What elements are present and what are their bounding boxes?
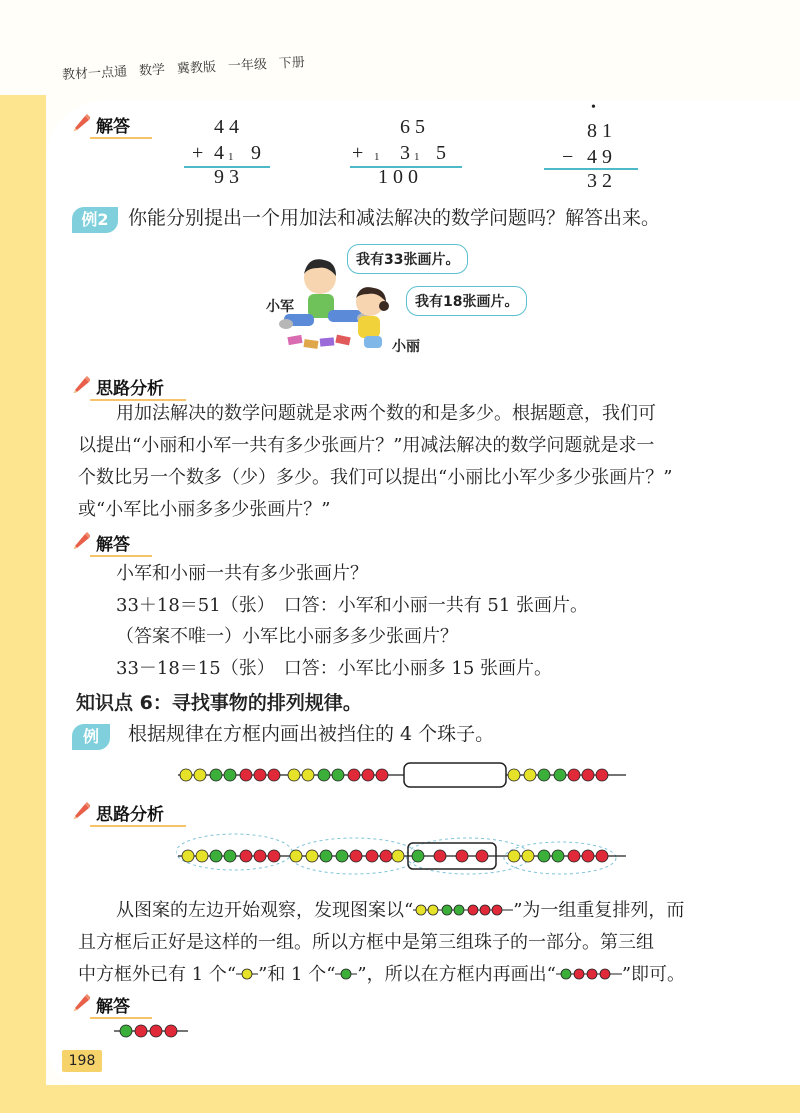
red-bead <box>348 769 360 781</box>
add1-bottom-b: 9 <box>251 142 261 164</box>
red-bead <box>254 850 266 862</box>
red-bead <box>434 850 446 862</box>
example-badge: 例 <box>72 724 110 750</box>
example-analysis-line-1 <box>116 895 684 927</box>
example2-question: 你能分别提出一个用加法和减法解决的数学问题吗？解答出来。 <box>128 207 661 229</box>
red-bead <box>254 769 266 781</box>
add2-bottom-a: 3 <box>400 142 410 164</box>
green-bead <box>336 850 348 862</box>
green-bead <box>554 769 566 781</box>
green-bead <box>224 769 236 781</box>
yellow-bead <box>302 769 314 781</box>
answer2-line-2: 33＋18＝51（张） 口答：小军和小丽一共有 51 张画片。 <box>116 595 589 616</box>
red-bead <box>240 850 252 862</box>
green-bead <box>552 850 564 862</box>
green-bead <box>538 850 550 862</box>
add2-carry2: 1 <box>414 151 420 163</box>
text-seg: 从图案的左边开始观察，发现图案以“ <box>116 900 414 921</box>
green-bead <box>412 850 424 862</box>
text-seg: ”和 1 个“ <box>258 964 336 985</box>
sub-top: 8 1 <box>587 120 612 142</box>
answer-label: 解答 <box>96 535 130 555</box>
hidden-beads-box <box>404 763 506 787</box>
yellow-bead <box>522 850 534 862</box>
text-seg: ”，所以在方框内再画出“ <box>357 964 556 985</box>
add1-op: + <box>192 142 204 164</box>
example2-badge: 例2 <box>72 207 118 233</box>
add2-result: 1 0 0 <box>378 166 418 188</box>
pencil-icon <box>72 801 90 819</box>
answer2-line-1: 小军和小丽一共有多少张画片？ <box>116 563 368 584</box>
yellow-bead <box>196 850 208 862</box>
yellow-bead <box>288 769 300 781</box>
label-boy: 小军 <box>266 299 294 315</box>
green-bead <box>332 769 344 781</box>
answer-heading-2 <box>72 530 130 555</box>
example-analysis-line-3 <box>78 959 685 991</box>
red-bead <box>568 850 580 862</box>
heading-underline <box>90 1017 152 1019</box>
yellow-bead <box>180 769 192 781</box>
add1-carry: 1 <box>228 151 234 163</box>
green-bead <box>210 769 222 781</box>
example-analysis-line-2: 且方框后正好是这样的一组。所以方框中是第三组珠子的一部分。第三组 <box>78 932 654 953</box>
bead-group-inline <box>413 903 513 917</box>
yellow-bead <box>306 850 318 862</box>
bead-string-question <box>176 760 628 790</box>
analysis-line-3: 个数比另一个数多（少）多少。我们可以提出“小丽比小军少多少张画片？” <box>78 467 673 488</box>
speech-bubble-girl: 我有18张画片。 <box>406 286 527 316</box>
red-bead <box>366 850 378 862</box>
answer-label: 解答 <box>96 117 130 137</box>
yellow-bead <box>194 769 206 781</box>
knowledge-point-title: 知识点 6：寻找事物的排列规律。 <box>76 692 362 714</box>
red-bead <box>362 769 374 781</box>
yellow-bead <box>524 769 536 781</box>
add1-result: 9 3 <box>214 166 239 188</box>
red-bead <box>376 769 388 781</box>
red-bead <box>268 850 280 862</box>
red-bead <box>456 850 468 862</box>
yellow-bead <box>508 769 520 781</box>
red-bead <box>268 769 280 781</box>
header-edition: 冀教版 <box>176 59 217 77</box>
sub-bottom: 4 9 <box>587 146 612 168</box>
header-volume: 下册 <box>278 55 306 72</box>
answer-label: 解答 <box>96 997 130 1017</box>
red-bead <box>240 769 252 781</box>
analysis-line-4: 或“小军比小丽多多少张画片？” <box>78 499 331 520</box>
heading-underline <box>90 825 186 827</box>
add2-op: + <box>352 142 364 164</box>
green-bead-inline <box>335 967 357 981</box>
running-header <box>62 51 318 83</box>
analysis-line-1: 用加法解决的数学问题就是求两个数的和是多少。根据题意，我们可 <box>116 403 656 424</box>
red-bead <box>582 769 594 781</box>
red-bead <box>596 769 608 781</box>
add1-bottom-a: 4 <box>214 142 224 164</box>
label-girl: 小丽 <box>392 339 420 355</box>
text-seg: ”为一组重复排列，而 <box>513 900 685 921</box>
add2-carry1: 1 <box>374 151 380 163</box>
yellow-bead <box>508 850 520 862</box>
red-bead <box>582 850 594 862</box>
example-question: 根据规律在方框内画出被挡住的 4 个珠子。 <box>128 723 495 745</box>
heading-underline <box>90 137 152 139</box>
analysis-heading-1 <box>72 374 164 399</box>
yellow-bead <box>182 850 194 862</box>
red-bead <box>596 850 608 862</box>
analysis-line-2: 以提出“小丽和小军一共有多少张画片？”用减法解决的数学问题就是求一 <box>78 435 655 456</box>
yellow-bead <box>392 850 404 862</box>
green-bead <box>224 850 236 862</box>
header-series: 教材一点通 <box>61 64 128 83</box>
answer-beads <box>114 1022 188 1040</box>
sub-op: − <box>562 146 574 168</box>
answer-heading-1 <box>72 112 130 137</box>
green-bead <box>318 769 330 781</box>
yellow-bead <box>290 850 302 862</box>
answer-heading-3 <box>72 992 130 1017</box>
text-seg: 中方框外已有 1 个“ <box>78 964 237 985</box>
yellow-bead-inline <box>236 967 258 981</box>
header-grade: 一年级 <box>227 57 268 75</box>
pencil-icon <box>72 375 90 393</box>
add2-top: 6 5 <box>400 116 425 138</box>
green-bead <box>210 850 222 862</box>
sub-result: 3 2 <box>587 170 612 192</box>
analysis-label: 思路分析 <box>96 805 164 825</box>
page-border-bottom <box>0 1085 800 1113</box>
analysis-heading-2 <box>72 800 164 825</box>
red-bead <box>380 850 392 862</box>
analysis-label: 思路分析 <box>96 379 164 399</box>
red-bead <box>568 769 580 781</box>
page-border-left <box>0 95 46 1113</box>
heading-underline <box>90 555 152 557</box>
answer2-line-4: 33－18＝15（张） 口答：小军比小丽多 15 张画片。 <box>116 658 553 679</box>
page-number: 198 <box>62 1050 102 1072</box>
speech-bubble-boy: 我有33张画片。 <box>347 244 468 274</box>
sub-borrow-dot: • <box>591 100 596 115</box>
green-bead <box>320 850 332 862</box>
pencil-icon <box>72 113 90 131</box>
pencil-icon <box>72 993 90 1011</box>
pencil-icon <box>72 531 90 549</box>
add2-bottom-b: 5 <box>436 142 446 164</box>
red-bead <box>350 850 362 862</box>
answer-beads-inline <box>556 967 622 981</box>
add1-top: 4 4 <box>214 116 239 138</box>
header-subject: 数学 <box>138 62 166 79</box>
answer2-line-3: （答案不唯一）小军比小丽多多少张画片？ <box>116 626 458 647</box>
bead-string-grouped <box>176 828 628 884</box>
text-seg: ”即可。 <box>621 964 686 985</box>
red-bead <box>476 850 488 862</box>
green-bead <box>538 769 550 781</box>
